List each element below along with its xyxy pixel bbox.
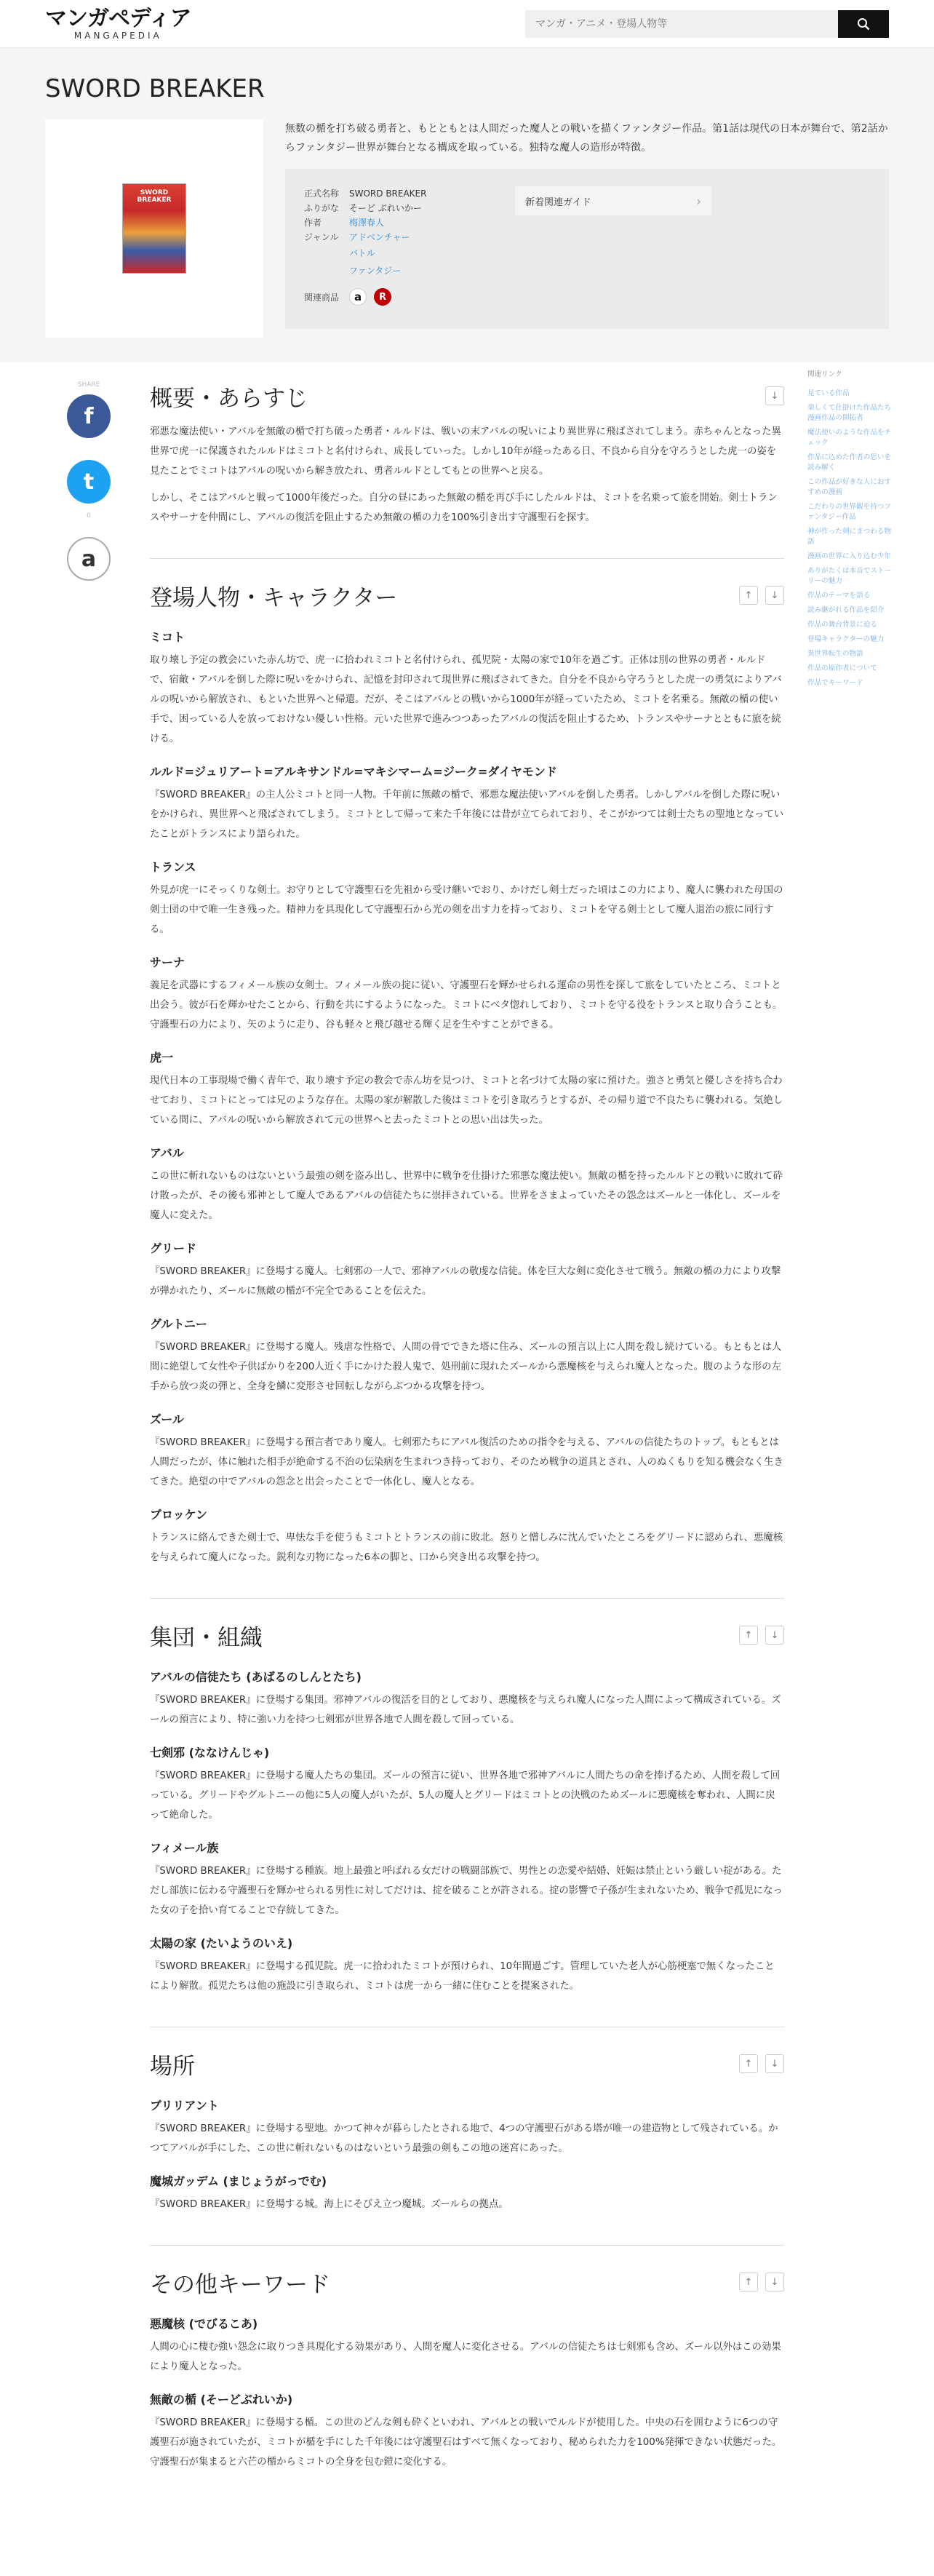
character-text: この世に斬れないものはないという最強の剣を盗み出し、世界中に戦争を仕掛けた邪悪な魔法使い。無敵の楯を持ったルルドとの戦いに敗れて砕け散ったが、その後も邪神として魔人であるアバルの信徒たちに崇拝されている。世界をさまよっていたその怨念はズールと一体化し、ズールを魔人に変えた。 bbox=[150, 1171, 783, 1221]
character-entry bbox=[150, 1316, 784, 1396]
chevron-right-icon: › bbox=[696, 194, 701, 208]
twitter-share-button[interactable] bbox=[67, 460, 111, 504]
related-products bbox=[304, 288, 495, 306]
amazon-icon: a bbox=[81, 546, 97, 572]
related-link[interactable]: 読み継がれる作品を紹介 bbox=[807, 606, 885, 614]
info-key: 正式名称 bbox=[304, 188, 340, 199]
info-row-title bbox=[304, 186, 495, 201]
character-entry bbox=[150, 629, 784, 749]
keyword-entry bbox=[150, 2391, 784, 2472]
divider bbox=[150, 558, 784, 559]
article bbox=[150, 377, 784, 2472]
new-guide-link[interactable] bbox=[515, 186, 711, 215]
keyword-text: 『SWORD BREAKER』に登場する楯。この世のどんな剣も砕くといわれ、アバルとの戦いでルルドが使用した。中央の石を囲むように6つの守護聖石が施されていたが、ミコトが楯を手にした千年後には守護聖石はすべて無くなっており、秘められた力を100%発揮できない状態だった。守護聖石が集まると六芒の楯からミコトの全身を包む鎧に変化する。 bbox=[150, 2417, 782, 2468]
character-entry bbox=[150, 859, 784, 939]
place-name: 魔城ガッデム (まじょうがっでむ) bbox=[150, 2174, 327, 2188]
logo-jp: マンガペディア bbox=[45, 5, 191, 31]
search-icon bbox=[857, 17, 870, 31]
character-text: トランスに絡んできた剣士で、卑怯な手を使うもミコトとトランスの前に敗北。怒りと憎しみに沈んでいたところをグリードに認められ、悪魔核を与えられて魔人になった。鋭利な刃物になった6本の脚と、口から突き出る攻撃を持つ。 bbox=[150, 1533, 783, 1563]
character-name: グルトニー bbox=[150, 1317, 207, 1331]
keyword-text: 人間の心に棲む強い怨念に取りつき具現化する効果があり、人間を魔人に変化させる。アバルの信徒たちは七剣邪も含め、ズール以外はこの効果により魔人となった。 bbox=[150, 2342, 781, 2372]
character-text: 外見が虎一にそっくりな剣士。お守りとして守護聖石を先祖から受け継いでおり、かけだし剣士だった頃はこの力により、魔人に襲われた母国の剣士団の中で唯一生き残った。精神力を具現化して守護聖石から光の剣を出す力を持っており、ミコトを守る剣士として魔人退治の旅に同行する。 bbox=[150, 885, 783, 935]
related-link[interactable]: こだわりの世界観を持つファンタジー作品 bbox=[807, 503, 892, 521]
character-name: ズール bbox=[150, 1412, 184, 1426]
related-link[interactable]: 神が作った剣にまつわる物語 bbox=[807, 528, 892, 546]
summary-paragraph: しかし、そこはアバルと戦って1000年後だった。自分の昼にあった無敵の楯を再び手にしたルルドは、ミコトを名乗って旅を開始。剣士トランスやサーナを仲間にし、アバルの復活を阻止するため無敵の楯の力を100%引き出す守護聖石を探す。 bbox=[150, 493, 778, 523]
related-link[interactable]: 作品でキーワード bbox=[807, 679, 863, 687]
cover-text: SWORD BREAKER bbox=[137, 189, 172, 204]
section-title: 場所 bbox=[150, 2053, 195, 2080]
arrow-down-icon[interactable]: ↓ bbox=[765, 2054, 784, 2073]
character-text: 『SWORD BREAKER』に登場する魔人。七剣邪の一人で、邪神アバルの敬虔な信徒。体を巨大な剣に変化させて戦う。無敵の楯の力により攻撃が弾かれたり、ズールに無敵の楯が不完全であることを伝えた。 bbox=[150, 1266, 781, 1297]
share-count: 0 bbox=[87, 512, 91, 520]
section-title: 集団・組織 bbox=[150, 1624, 263, 1651]
character-text: 義足を武器にするフィメール族の女剣士。フィメール族の掟に従い、守護聖石を輝かせられる運命の男性を探して旅をしていたところ、ミコトと出会う。彼が石を輝かせたことから、行動を共にするようになった。ミコトにべタ惚れしており、ミコトを守る役をトランスと取り合うことも。守護聖石の力により、矢のように走り、谷も軽々と飛び越せる輝く足を生やすことができる。 bbox=[150, 980, 783, 1030]
place-text: 『SWORD BREAKER』に登場する聖地。かつて神々が暮らしたとされる地で、4つの守護聖石がある塔が唯一の建造物として残されている。かつてアバルが手にした、この世に斬れないものはないという最強の剣もこの地の迷宮にあった。 bbox=[150, 2123, 778, 2154]
search-button[interactable] bbox=[838, 10, 889, 38]
place-entry bbox=[150, 2097, 784, 2158]
section-summary bbox=[150, 377, 784, 528]
character-text: 『SWORD BREAKER』に登場する魔人。残虐な性格で、人間の骨でできた塔に住み、ズールの預言以上に人間を殺し続けている。もともとは人間に絶望して女性や子供ばかりを200人近く手にかけた殺人鬼で、処刑前に現れたズールから悪魔核を与えられ魔人となった。腹のような形の左手から放つ炎の弾と、全身を鱗に変形させ回転しながらぶつかる攻撃を持つ。 bbox=[150, 1342, 782, 1392]
share-bar bbox=[67, 381, 111, 581]
twitter-icon: t bbox=[83, 469, 95, 495]
hero-section bbox=[0, 48, 934, 362]
character-entry bbox=[150, 763, 784, 844]
place-name: ブリリアント bbox=[150, 2099, 219, 2112]
arrow-down-icon[interactable]: ↓ bbox=[765, 2273, 784, 2291]
info-value: そーど ぶれいかー bbox=[349, 203, 422, 213]
place-entry bbox=[150, 2173, 784, 2214]
section-title: 登場人物・キャラクター bbox=[150, 584, 398, 611]
related-link[interactable]: 作品の原作者について bbox=[807, 664, 877, 672]
site-logo[interactable] bbox=[45, 5, 191, 41]
character-text: 現代日本の工事現場で働く青年で、取り壊す予定の教会で赤ん坊を見つけ、ミコトと名づけて太陽の家に預けた。強さと勇気と優しさを持ち合わせており、ミコトにとっては兄のような存在。太陽の家が解散した後はミコトを引き取ろうとするが、その帰り道で不良たちに襲われる。気絶している間に、アバルの呪いから解放されて元の世界へと去ったミコトとの思い出は失った。 bbox=[150, 1076, 783, 1126]
related-link[interactable]: この作品が好きな人におすすめの漫画 bbox=[807, 478, 892, 496]
section-title: その他キーワード bbox=[150, 2271, 330, 2298]
related-link[interactable]: 楽しくて仕掛けた作品たち漫画作品の開拓者 bbox=[807, 404, 892, 422]
group-entry bbox=[150, 1744, 784, 1825]
divider bbox=[150, 2245, 784, 2246]
info-key: ジャンル bbox=[304, 232, 339, 242]
related-link[interactable]: 作品の舞台背景に迫る bbox=[807, 621, 877, 629]
character-name: サーナ bbox=[150, 955, 185, 969]
genre-link[interactable]: バトル bbox=[349, 248, 375, 258]
group-entry bbox=[150, 1935, 784, 1996]
logo-en: MANGAPEDIA bbox=[73, 30, 162, 41]
character-entry bbox=[150, 1240, 784, 1301]
character-name: ブロッケン bbox=[150, 1508, 207, 1522]
genre-link[interactable]: ファンタジー bbox=[349, 266, 402, 276]
related-link[interactable]: 作品のテーマを語る bbox=[807, 592, 871, 600]
arrow-down-icon[interactable]: ↓ bbox=[765, 386, 784, 405]
arrow-up-icon[interactable]: ↑ bbox=[739, 1626, 758, 1645]
arrow-down-icon[interactable]: ↓ bbox=[765, 1626, 784, 1645]
cover-image bbox=[122, 183, 186, 274]
character-name: アバル bbox=[150, 1146, 184, 1160]
summary-paragraph: 邪悪な魔法使い・アバルを無敵の楯で打ち破った勇者・ルルドは、戦いの末アバルの呪いにより異世界に飛ばされてしまう。赤ちゃんとなった異世界で虎一に保護されたルルドはミコトと名付けられ、成長していった。しかし10年が経ったある日、不良から自分を守ろうとした虎一の姿を見たことでミコトはアバルの呪いから解き放たれ、勇者ルルドとしてもとの世界へと戻る。 bbox=[150, 426, 781, 477]
group-name: 太陽の家 (たいようのいえ) bbox=[150, 1936, 293, 1950]
related-link[interactable]: 漫画の世界に入り込む少年 bbox=[807, 552, 892, 560]
info-key: ふりがな bbox=[304, 203, 340, 213]
related-link[interactable]: 異世界転生の物語 bbox=[807, 650, 863, 658]
character-entry bbox=[150, 1411, 784, 1492]
character-entry bbox=[150, 954, 784, 1035]
group-entry bbox=[150, 1669, 784, 1730]
character-name: グリード bbox=[150, 1241, 197, 1255]
info-row-genre bbox=[304, 230, 495, 245]
related-link[interactable]: ありがたくは本音でストーリーの魅力 bbox=[807, 567, 892, 585]
amazon-icon[interactable]: a bbox=[349, 288, 367, 306]
guide-label: 新着関連ガイド bbox=[525, 196, 591, 208]
related-links-header: 関連リンク bbox=[807, 370, 842, 378]
related-link[interactable]: 見ている作品 bbox=[807, 389, 850, 397]
author-link[interactable]: 梅澤春人 bbox=[349, 218, 385, 228]
group-text: 『SWORD BREAKER』に登場する種族。地上最強と呼ばれる女だけの戦闘部族で、男性との恋愛や結婚、妊娠は禁止という厳しい掟がある。ただし部族に伝わる守護聖石を輝かせられる男性に対してだけは、掟を破ることが許される。掟の影響で子孫が生まれないため、戦争で孤児になった女の子を拾い育てることで存続してきた。 bbox=[150, 1866, 783, 1916]
related-link[interactable]: 登場キャラクターの魅力 bbox=[807, 635, 885, 643]
character-name: 虎一 bbox=[150, 1051, 174, 1065]
info-box bbox=[285, 169, 889, 329]
arrow-up-icon[interactable]: ↑ bbox=[739, 586, 758, 605]
character-entry bbox=[150, 1506, 784, 1567]
keyword-name: 悪魔核 (でびるこあ) bbox=[150, 2317, 258, 2331]
section-title: 概要・あらすじ bbox=[150, 385, 308, 412]
character-name: トランス bbox=[150, 860, 196, 874]
group-entry bbox=[150, 1840, 784, 1920]
group-text: 『SWORD BREAKER』に登場する魔人たちの集団。ズールの預言に従い、世界各地で邪神アバルに人間たちの命を捧げるため、人間を殺して回っている。グリードやグルトニーの他に5人の魔人がいたが、5人の魔人とグリードはミコトとの決戦のためズールに悪魔核を奪われ、人間に戻って絶命した。 bbox=[150, 1770, 781, 1821]
site-header bbox=[0, 0, 934, 48]
search-form bbox=[525, 10, 889, 38]
section-characters bbox=[150, 576, 784, 1567]
group-text: 『SWORD BREAKER』に登場する孤児院。虎一に拾われたミコトが預けられ、10年間過ごす。管理していた老人が心筋梗塞で無くなったことにより解散。孤児たちは他の施設に引き取られ、ミコトは虎一から一緒に住むことを提案された。 bbox=[150, 1961, 775, 1992]
character-name: ルルド=ジュリアート=アルキサンドル=マキシマーム=ジーク=ダイヤモンド bbox=[150, 765, 557, 779]
section-keywords bbox=[150, 2263, 784, 2472]
related-links-sidebar bbox=[807, 370, 898, 693]
info-row-author bbox=[304, 215, 495, 230]
info-key: 作者 bbox=[304, 218, 322, 228]
section-places bbox=[150, 2045, 784, 2214]
rakuten-icon[interactable]: R bbox=[374, 288, 391, 306]
arrow-up-icon[interactable]: ↑ bbox=[739, 2054, 758, 2073]
search-input[interactable] bbox=[525, 10, 838, 38]
page-title: SWORD BREAKER bbox=[45, 74, 265, 103]
genre-link[interactable]: アドベンチャー bbox=[349, 232, 410, 242]
character-text: 『SWORD BREAKER』に登場する預言者であり魔人。七剣邪たちにアバル復活のための指令を与える、アバルの信徒たちのトップ。もともとは人間だったが、体に触れた相手が絶命する不治の伝染病を生まれつき持っており、そのため戦争の道具とされ、人のぬくもりを知る機会なく生きてきた。絶望の中でアバルの怨念と出会ったことで一体化し、魔人となる。 bbox=[150, 1437, 783, 1487]
place-text: 『SWORD BREAKER』に登場する城。海上にそびえ立つ魔城。ズールらの拠点。 bbox=[150, 2199, 508, 2210]
shop-label: 関連商品 bbox=[304, 292, 340, 303]
cover-image-box[interactable] bbox=[45, 119, 263, 338]
character-text: 『SWORD BREAKER』の主人公ミコトと同一人物。千年前に無敵の楯で、邪悪な魔法使いアバルを倒した勇者。しかしアバルを倒した際に呪いをかけられ、異世界へと飛ばされてしまう。ミコトとして帰って来た千年後には昔が立てられており、そこがかつては剣士たちの聖地となっていたことがトランスにより語られた。 bbox=[150, 790, 784, 840]
keyword-name: 無敵の楯 (そーどぶれいか) bbox=[150, 2393, 293, 2406]
facebook-share-button[interactable] bbox=[67, 394, 111, 438]
character-entry bbox=[150, 1145, 784, 1225]
amazon-share-button[interactable] bbox=[67, 537, 111, 581]
share-label: SHARE bbox=[77, 381, 100, 389]
arrow-up-icon[interactable]: ↑ bbox=[739, 2273, 758, 2291]
keyword-entry bbox=[150, 2315, 784, 2377]
group-name: アバルの信徒たち (あばるのしんとたち) bbox=[150, 1670, 362, 1684]
group-name: 七剣邪 (ななけんじゃ) bbox=[150, 1746, 270, 1760]
arrow-down-icon[interactable]: ↓ bbox=[765, 586, 784, 605]
related-link[interactable]: 作品に込めた作者の思いを読み解く bbox=[807, 453, 892, 472]
character-entry bbox=[150, 1049, 784, 1130]
main-content bbox=[0, 362, 934, 2576]
related-link[interactable]: 魔法使いのような作品をチェック bbox=[807, 429, 892, 447]
character-name: ミコト bbox=[150, 630, 185, 644]
group-name: フィメール族 bbox=[150, 1841, 219, 1855]
divider bbox=[150, 1598, 784, 1599]
lead-text: 無数の楯を打ち破る勇者と、もとともとは人間だった魔人との戦いを描くファンタジー作品。第1話は現代の日本が舞台で、第2話からファンタジー世界が舞台となる構成を取っている。独特な魔人の造形が特徴。 bbox=[285, 123, 888, 154]
info-value: SWORD BREAKER bbox=[349, 188, 427, 199]
group-text: 『SWORD BREAKER』に登場する集団。邪神アバルの復活を目的としており、悪魔核を与えられ魔人になった人間によって構成されている。ズールの預言により、特に強い力を持つ七剣邪が世界各地で人間を殺して回っている。 bbox=[150, 1695, 781, 1725]
character-text: 取り壊し予定の教会にいた赤ん坊で、虎一に拾われミコトと名付けられ、孤児院・太陽の家で10年を過ごす。正体は別の世界の勇者・ルルドで、宿敵・アバルを倒した際に呪いをかけられ、記憶を封印されて現世界に飛ばされてきた。自分を不良から守ろうとした虎一の勇気によりアバルの呪いから解放され、もといた世界へと帰還。だが、そこはアバルとの戦いから1000年が経っていたため、ミコトを名乗る。無敵の楯の使い手で、困っている人を放っておけない優しい性格。元いた世界で進みつつあったアバルの復活を阻止するため、トランスやサーナとともに旅を続ける。 bbox=[150, 655, 782, 744]
section-groups bbox=[150, 1616, 784, 1996]
facebook-icon: f bbox=[84, 403, 94, 429]
info-row-furigana bbox=[304, 201, 495, 215]
